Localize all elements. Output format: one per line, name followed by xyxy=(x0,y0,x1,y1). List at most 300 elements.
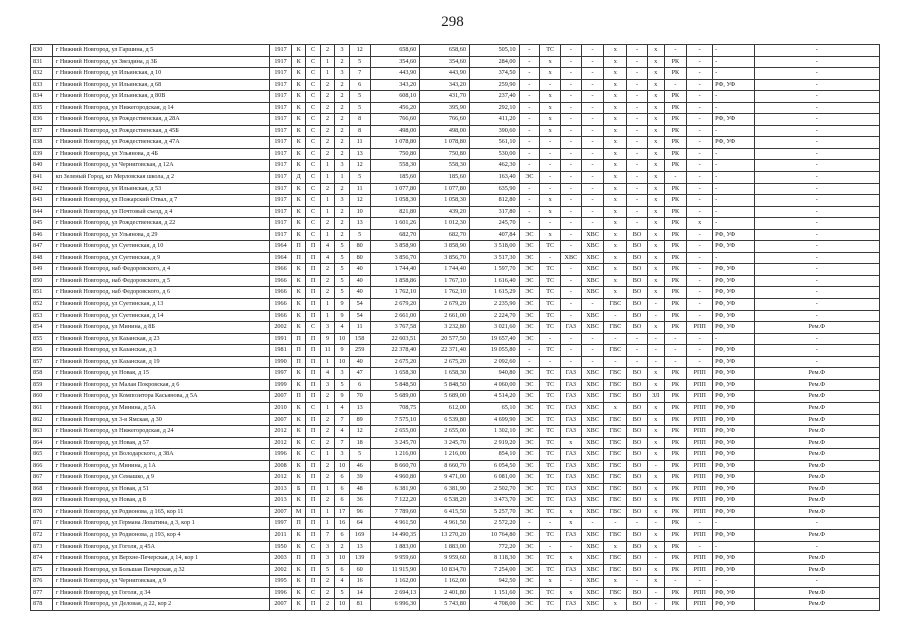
cell-row-number: 850 xyxy=(31,275,53,287)
cell-build-year: 1917 xyxy=(270,102,292,114)
cell-residential-area: 1 302,10 xyxy=(469,426,519,438)
cell-row-number: 842 xyxy=(31,183,53,195)
cell-power-supply: ЭС xyxy=(519,299,540,311)
cell-cold-water: ХВС xyxy=(581,287,604,299)
cell-living-area: 498,00 xyxy=(420,125,470,137)
table-row xyxy=(31,576,880,588)
cell-sewerage: ВО xyxy=(627,275,648,287)
cell-wall-type: П xyxy=(291,241,305,253)
cell-floors: 3 xyxy=(335,160,349,172)
cell-facade: РФ, УФ xyxy=(713,460,754,472)
cell-entrances: 2 xyxy=(320,576,334,588)
cell-address: г Нижний Новгород, ул Минина, д 8Б xyxy=(52,322,269,334)
cell-misc: ЗЛ xyxy=(647,391,664,403)
cell-hot-water: - xyxy=(604,310,627,322)
cell-floor-type: П xyxy=(306,264,320,276)
cell-misc: х xyxy=(647,195,664,207)
cell-facade: РФ, УФ xyxy=(713,553,754,565)
cell-build-year: 2007 xyxy=(270,599,292,611)
cell-sewerage: ВО xyxy=(627,599,648,611)
cell-build-year: 1917 xyxy=(270,183,292,195)
cell-living-area: 1 077,80 xyxy=(420,183,470,195)
cell-living-area: 9 959,60 xyxy=(420,553,470,565)
cell-facade: - xyxy=(713,195,754,207)
cell-heating: ТС xyxy=(540,553,561,565)
cell-living-area: 10 834,70 xyxy=(420,564,470,576)
cell-cold-water: - xyxy=(581,356,604,368)
cell-wall-type: К xyxy=(291,414,305,426)
cell-residential-area: 259,90 xyxy=(469,79,519,91)
cell-facade: РФ, УФ xyxy=(713,414,754,426)
cell-cold-water: ХВС xyxy=(581,472,604,484)
cell-cold-water: - xyxy=(581,68,604,80)
cell-entrances: 2 xyxy=(320,437,334,449)
cell-residential-area: 2 235,90 xyxy=(469,299,519,311)
cell-facade: РФ, УФ xyxy=(713,79,754,91)
cell-lift-repair: - xyxy=(687,102,713,114)
cell-apartments: 5 xyxy=(349,56,370,68)
cell-apartments: 11 xyxy=(349,137,370,149)
cell-residential-area: 6 081,00 xyxy=(469,472,519,484)
cell-address: г Нижний Новгород, ул Ильинская, д 80В xyxy=(52,91,269,103)
cell-floors: 5 xyxy=(335,275,349,287)
cell-wall-type: К xyxy=(291,426,305,438)
cell-power-supply: ЭС xyxy=(519,506,540,518)
cell-build-year: 1917 xyxy=(270,45,292,57)
cell-residential-area: 940,80 xyxy=(469,368,519,380)
cell-wall-type: К xyxy=(291,229,305,241)
cell-sewerage: - xyxy=(627,195,648,207)
cell-facade: РФ, УФ xyxy=(713,345,754,357)
cell-apartments: 10 xyxy=(349,206,370,218)
cell-wall-type: К xyxy=(291,56,305,68)
table-row xyxy=(31,125,880,137)
cell-apartments: 12 xyxy=(349,426,370,438)
cell-apartments: 48 xyxy=(349,483,370,495)
cell-gas: ГАЗ xyxy=(561,414,582,426)
cell-living-area: 185,60 xyxy=(420,172,470,184)
cell-lift-repair: - xyxy=(687,299,713,311)
cell-sewerage: - xyxy=(627,56,648,68)
cell-build-year: 1917 xyxy=(270,229,292,241)
cell-address: г Нижний Новгород, ул Верхне-Печерская, д 14, кор 1 xyxy=(52,553,269,565)
cell-lift-repair: - xyxy=(687,114,713,126)
table-row xyxy=(31,79,880,91)
cell-floor-type: П xyxy=(306,553,320,565)
cell-build-year: 2002 xyxy=(270,322,292,334)
cell-living-area: 443,90 xyxy=(420,68,470,80)
cell-address: г Нижний Новгород, ул Семашко, д 9 xyxy=(52,472,269,484)
cell-hot-water: х xyxy=(604,599,627,611)
cell-heating: ТС xyxy=(540,345,561,357)
cell-apartments: 12 xyxy=(349,45,370,57)
cell-entrances: 1 xyxy=(320,56,334,68)
cell-floor-type: П xyxy=(306,345,320,357)
cell-gas: - xyxy=(561,206,582,218)
cell-facade: - xyxy=(713,91,754,103)
cell-misc: х xyxy=(647,275,664,287)
cell-address: г Нижний Новгород, ул Новая, д 57 xyxy=(52,437,269,449)
cell-heating: - xyxy=(540,333,561,345)
cell-row-number: 871 xyxy=(31,518,53,530)
cell-floors: 5 xyxy=(335,287,349,299)
cell-apartments: 12 xyxy=(349,195,370,207)
cell-total-area: 2 679,20 xyxy=(370,299,420,311)
cell-apartments: 12 xyxy=(349,160,370,172)
cell-total-area: 498,00 xyxy=(370,125,420,137)
table-row xyxy=(31,241,880,253)
cell-facade: РФ, УФ xyxy=(713,564,754,576)
table-row xyxy=(31,183,880,195)
cell-floor-type: П xyxy=(306,506,320,518)
cell-heating: ТС xyxy=(540,391,561,403)
cell-cold-water: - xyxy=(581,195,604,207)
cell-floor-type: П xyxy=(306,333,320,345)
cell-row-number: 835 xyxy=(31,102,53,114)
cell-entrances: 1 xyxy=(320,402,334,414)
cell-build-year: 1917 xyxy=(270,160,292,172)
table-row xyxy=(31,426,880,438)
cell-floors: 7 xyxy=(335,437,349,449)
table-row xyxy=(31,391,880,403)
cell-gas: ГАЗ xyxy=(561,495,582,507)
cell-wall-type: К xyxy=(291,379,305,391)
cell-sewerage: - xyxy=(627,345,648,357)
cell-entrances: 4 xyxy=(320,368,334,380)
cell-lift-repair: х xyxy=(687,218,713,230)
cell-floors: 9 xyxy=(335,310,349,322)
cell-entrances: 1 xyxy=(320,195,334,207)
cell-facade: - xyxy=(713,541,754,553)
cell-lift-repair: РПП xyxy=(687,379,713,391)
cell-floor-type: С xyxy=(306,437,320,449)
cell-row-number: 874 xyxy=(31,553,53,565)
cell-heating: ТС xyxy=(540,460,561,472)
cell-floor-type: П xyxy=(306,414,320,426)
cell-lift-repair: - xyxy=(687,148,713,160)
cell-apartments: 89 xyxy=(349,414,370,426)
cell-living-area: 1 078,80 xyxy=(420,137,470,149)
cell-floor-type: С xyxy=(306,229,320,241)
cell-apartments: 158 xyxy=(349,333,370,345)
cell-roof-repair: РК xyxy=(664,553,687,565)
cell-wall-type: Б xyxy=(291,483,305,495)
cell-lift-repair: РПП xyxy=(687,472,713,484)
cell-build-year: 2012 xyxy=(270,426,292,438)
cell-heating: ТС xyxy=(540,564,561,576)
cell-sewerage: ВО xyxy=(627,449,648,461)
cell-total-area: 7 122,20 xyxy=(370,495,420,507)
cell-floor-type: С xyxy=(306,102,320,114)
cell-floors: 3 xyxy=(335,45,349,57)
cell-gas: ГАЗ xyxy=(561,472,582,484)
cell-heating: х xyxy=(540,102,561,114)
cell-facade: - xyxy=(713,576,754,588)
cell-living-area: 8 660,70 xyxy=(420,460,470,472)
cell-facade: - xyxy=(713,218,754,230)
cell-roof-repair: РК xyxy=(664,206,687,218)
cell-misc: х xyxy=(647,368,664,380)
cell-sewerage: - xyxy=(627,518,648,530)
cell-power-supply: ЭС xyxy=(519,391,540,403)
cell-address: г Нижний Новгород, ул Суетинская, д 9 xyxy=(52,252,269,264)
cell-floor-type: П xyxy=(306,529,320,541)
cell-cold-water: ХВС xyxy=(581,541,604,553)
cell-apartments: 47 xyxy=(349,368,370,380)
cell-address: г Нижний Новгород, ул Гоголя, д 45А xyxy=(52,541,269,553)
cell-build-year: 1917 xyxy=(270,79,292,91)
cell-roof-repair: РК xyxy=(664,379,687,391)
cell-wall-type: К xyxy=(291,495,305,507)
cell-total-area: 1 216,00 xyxy=(370,449,420,461)
table-row xyxy=(31,102,880,114)
cell-address: г Нижний Новгород, ул Родионова, д 165, кор 11 xyxy=(52,506,269,518)
cell-total-area: 558,30 xyxy=(370,160,420,172)
cell-address: г Нижний Новгород, наб Федоровского, д 4 xyxy=(52,264,269,276)
cell-gas: ГАЗ xyxy=(561,322,582,334)
cell-cold-water: - xyxy=(581,206,604,218)
cell-power-supply: - xyxy=(519,137,540,149)
cell-capital-fund: - xyxy=(754,56,879,68)
cell-misc: х xyxy=(647,252,664,264)
cell-gas: х xyxy=(561,437,582,449)
cell-gas: - xyxy=(561,229,582,241)
cell-floor-type: С xyxy=(306,79,320,91)
cell-facade: РФ, УФ xyxy=(713,506,754,518)
cell-floor-type: С xyxy=(306,91,320,103)
cell-build-year: 2008 xyxy=(270,460,292,472)
cell-facade: РФ, УФ xyxy=(713,495,754,507)
cell-power-supply: ЭС xyxy=(519,576,540,588)
cell-capital-fund: - xyxy=(754,195,879,207)
cell-floor-type: С xyxy=(306,68,320,80)
cell-apartments: 13 xyxy=(349,148,370,160)
cell-lift-repair: - xyxy=(687,356,713,368)
cell-residential-area: 163,40 xyxy=(469,172,519,184)
cell-floor-type: С xyxy=(306,322,320,334)
cell-capital-fund: - xyxy=(754,275,879,287)
cell-row-number: 861 xyxy=(31,402,53,414)
cell-facade: - xyxy=(713,172,754,184)
table-row xyxy=(31,137,880,149)
cell-gas: - xyxy=(561,345,582,357)
cell-lift-repair: РПП xyxy=(687,449,713,461)
cell-floors: 2 xyxy=(335,148,349,160)
cell-build-year: 1995 xyxy=(270,576,292,588)
cell-capital-fund: Рем.Ф xyxy=(754,472,879,484)
cell-gas: ХВС xyxy=(561,252,582,264)
cell-hot-water: ГВС xyxy=(604,564,627,576)
cell-lift-repair: РПП xyxy=(687,495,713,507)
table-row xyxy=(31,114,880,126)
cell-floor-type: С xyxy=(306,160,320,172)
cell-heating: ТС xyxy=(540,506,561,518)
cell-roof-repair: РК xyxy=(664,402,687,414)
table-row xyxy=(31,379,880,391)
cell-hot-water: х xyxy=(604,114,627,126)
table-row xyxy=(31,310,880,322)
cell-living-area: 3 232,80 xyxy=(420,322,470,334)
table-row xyxy=(31,437,880,449)
cell-wall-type: К xyxy=(291,310,305,322)
cell-power-supply: ЭС xyxy=(519,564,540,576)
cell-heating: ТС xyxy=(540,264,561,276)
cell-heating: ТС xyxy=(540,241,561,253)
cell-total-area: 682,70 xyxy=(370,229,420,241)
cell-total-area: 2 655,00 xyxy=(370,426,420,438)
cell-heating: ТС xyxy=(540,599,561,611)
cell-roof-repair: РК xyxy=(664,125,687,137)
cell-address: г Нижний Новгород, ул Казанская, д 3 xyxy=(52,345,269,357)
cell-cold-water: - xyxy=(581,114,604,126)
cell-total-area: 6 381,90 xyxy=(370,483,420,495)
cell-apartments: 64 xyxy=(349,518,370,530)
table-row xyxy=(31,599,880,611)
cell-cold-water: ХВС xyxy=(581,229,604,241)
table-row xyxy=(31,553,880,565)
cell-capital-fund: - xyxy=(754,68,879,80)
cell-capital-fund: - xyxy=(754,218,879,230)
table-row xyxy=(31,160,880,172)
cell-roof-repair: РК xyxy=(664,506,687,518)
cell-roof-repair: РК xyxy=(664,148,687,160)
cell-floors: 3 xyxy=(335,449,349,461)
cell-capital-fund: - xyxy=(754,356,879,368)
cell-cold-water: ХВС xyxy=(581,495,604,507)
table-row xyxy=(31,541,880,553)
cell-gas: - xyxy=(561,125,582,137)
cell-wall-type: К xyxy=(291,102,305,114)
cell-living-area: 558,30 xyxy=(420,160,470,172)
cell-residential-area: 1 151,60 xyxy=(469,587,519,599)
cell-sewerage: ВО xyxy=(627,264,648,276)
cell-capital-fund: - xyxy=(754,345,879,357)
cell-row-number: 845 xyxy=(31,218,53,230)
cell-living-area: 4 961,50 xyxy=(420,518,470,530)
cell-sewerage: - xyxy=(627,218,648,230)
cell-roof-repair: РК xyxy=(664,252,687,264)
cell-total-area: 14 490,35 xyxy=(370,529,420,541)
cell-sewerage: ВО xyxy=(627,414,648,426)
cell-wall-type: К xyxy=(291,529,305,541)
cell-living-area: 1 658,30 xyxy=(420,368,470,380)
cell-sewerage: - xyxy=(627,148,648,160)
cell-address: г Нижний Новгород, ул Звездина, д 3Б xyxy=(52,56,269,68)
cell-capital-fund: Рем.Ф xyxy=(754,402,879,414)
cell-apartments: 11 xyxy=(349,322,370,334)
cell-heating: - xyxy=(540,148,561,160)
cell-floor-type: П xyxy=(306,310,320,322)
cell-living-area: 1 216,00 xyxy=(420,449,470,461)
cell-apartments: 40 xyxy=(349,356,370,368)
cell-capital-fund: - xyxy=(754,541,879,553)
cell-heating: ТС xyxy=(540,529,561,541)
cell-total-area: 1 762,10 xyxy=(370,287,420,299)
cell-power-supply: ЭС xyxy=(519,368,540,380)
cell-cold-water: ХВС xyxy=(581,379,604,391)
cell-gas: - xyxy=(561,56,582,68)
cell-sewerage: ВО xyxy=(627,310,648,322)
cell-cold-water: ХВС xyxy=(581,264,604,276)
cell-power-supply: - xyxy=(519,195,540,207)
cell-hot-water: ГВС xyxy=(604,391,627,403)
cell-residential-area: 942,50 xyxy=(469,576,519,588)
table-row xyxy=(31,529,880,541)
cell-power-supply: ЭС xyxy=(519,264,540,276)
cell-cold-water: ХВС xyxy=(581,599,604,611)
cell-build-year: 1964 xyxy=(270,241,292,253)
cell-residential-area: 6 054,50 xyxy=(469,460,519,472)
cell-hot-water: х xyxy=(604,172,627,184)
cell-gas: - xyxy=(561,541,582,553)
cell-build-year: 1966 xyxy=(270,264,292,276)
cell-misc: х xyxy=(647,137,664,149)
cell-sewerage: - xyxy=(627,102,648,114)
cell-capital-fund: - xyxy=(754,206,879,218)
cell-capital-fund: Рем.Ф xyxy=(754,426,879,438)
cell-heating: ТС xyxy=(540,379,561,391)
cell-sewerage: ВО xyxy=(627,495,648,507)
cell-gas: - xyxy=(561,148,582,160)
cell-residential-area: 2 572,20 xyxy=(469,518,519,530)
cell-entrances: 2 xyxy=(320,264,334,276)
cell-misc: х xyxy=(647,45,664,57)
cell-hot-water: х xyxy=(604,79,627,91)
cell-lift-repair: РПП xyxy=(687,587,713,599)
cell-total-area: 22 603,51 xyxy=(370,333,420,345)
cell-gas: - xyxy=(561,79,582,91)
cell-address: г Нижний Новгород, ул Рождественская, д 22 xyxy=(52,218,269,230)
cell-facade: РФ, УФ xyxy=(713,472,754,484)
cell-facade: - xyxy=(713,206,754,218)
cell-hot-water: ГВС xyxy=(604,460,627,472)
cell-address: г Нижний Новгород, ул Рождественская, д 28А xyxy=(52,114,269,126)
cell-hot-water: х xyxy=(604,137,627,149)
table-row xyxy=(31,287,880,299)
cell-address: г Нижний Новгород, ул Новая, д 8 xyxy=(52,495,269,507)
cell-apartments: 5 xyxy=(349,91,370,103)
cell-sewerage: ВО xyxy=(627,287,648,299)
cell-hot-water: ГВС xyxy=(604,414,627,426)
cell-residential-area: 854,10 xyxy=(469,449,519,461)
cell-row-number: 860 xyxy=(31,391,53,403)
cell-build-year: 1996 xyxy=(270,449,292,461)
cell-misc: х xyxy=(647,229,664,241)
cell-floor-type: С xyxy=(306,148,320,160)
cell-gas: х xyxy=(561,518,582,530)
table-row xyxy=(31,345,880,357)
page-number: 298 xyxy=(441,14,464,30)
cell-lift-repair: - xyxy=(687,275,713,287)
cell-hot-water: ГВС xyxy=(604,437,627,449)
cell-hot-water: - xyxy=(604,356,627,368)
cell-build-year: 2003 xyxy=(270,553,292,565)
cell-row-number: 873 xyxy=(31,541,53,553)
cell-living-area: 5 689,00 xyxy=(420,391,470,403)
cell-facade: - xyxy=(713,68,754,80)
cell-sewerage: ВО xyxy=(627,472,648,484)
cell-total-area: 9 959,60 xyxy=(370,553,420,565)
cell-floors: 5 xyxy=(335,241,349,253)
cell-cold-water: ХВС xyxy=(581,576,604,588)
cell-build-year: 2002 xyxy=(270,564,292,576)
cell-total-area: 1 883,00 xyxy=(370,541,420,553)
cell-gas: - xyxy=(561,68,582,80)
cell-floors: 6 xyxy=(335,564,349,576)
table-row xyxy=(31,264,880,276)
cell-capital-fund: - xyxy=(754,252,879,264)
cell-living-area: 22 371,40 xyxy=(420,345,470,357)
